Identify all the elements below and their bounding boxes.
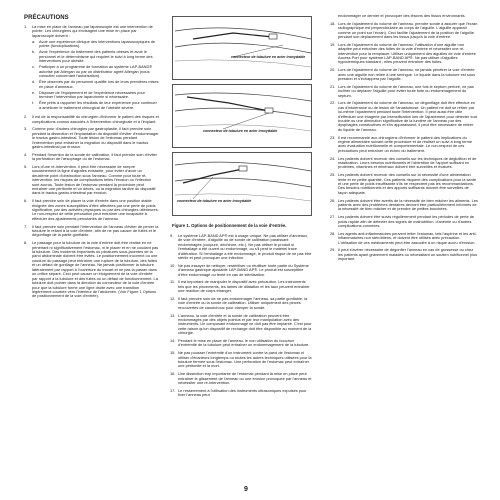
item-text: Les patients doivent être avertis de la nécessité de bien mâcher les aliments. Les patients avec des problèmes dentaires devront être particulièrement informés de la nécessité de bien mâcher et de prendre de petites bouchées. [338, 197, 478, 212]
item-number: 16. [170, 371, 176, 377]
item-text: Lors de l'ajustement du volume de l'anneau, prendre sonde à assurer que l'écran radiographique est perpendiculaire au corps de l'aiguille. L'aiguille apparaît comme un point sur l'écran). Ceci facilite l'ajustement de la position de l'aiguille pendant son déplacement dans les tissus jusqu'à la voie d'entrée. [338, 20, 478, 39]
item-text: Les agents anti-inflammatoires peuvent irriter l'estomac, tels l'aspirine et les anti-inflammatoires non stéroïdiens, et doivent être utilisés avec précaution. L'utilisation de ces médicaments peut être associée à un risque accru d'érosion. [338, 230, 477, 245]
list-item [330, 248, 478, 261]
figure-panel-2 [172, 84, 312, 148]
item-text: Il est recommandé aux chirurgiens d'informer le patient des implications du régime alimentaire suivant cette procédure et de réaliser un suivi à long terme avec évaluation nutritionnelle et comportementale. Le non-respect de ces précautions peut entraîner un échec du traitement. [338, 134, 473, 153]
figure-panel-1 [172, 16, 312, 80]
callout-connector-1: connecteur de tubulure en acier inoxydable [231, 55, 306, 59]
item-number: 1. [24, 24, 28, 29]
list-item [330, 85, 478, 98]
item-number: 26. [330, 197, 336, 203]
list-item [330, 22, 478, 40]
item-number: 5. [24, 163, 28, 169]
item-number: 13. [170, 312, 176, 318]
sub-item-letter: d. [32, 79, 36, 85]
item-number: 17. [170, 387, 176, 393]
sub-item [32, 101, 159, 110]
sub-item [32, 80, 159, 89]
figure-1 [172, 16, 312, 226]
precautions-list-right [330, 14, 478, 262]
item-text: L'anneau, la voie d'entrée et la sonde de calibration peuvent être endommagés par des objets pointus et par leur manipulation avec des instruments. Un composant endommagé ne doit pas être implanté. C'est pour cette raison qu'un dispositif de rechange doit être disponible au moment de la chirurgie. [178, 312, 312, 336]
sub-item-text: Disposer de l'équipement et de l'expérience nécessaires pour terminer l'intervention par laparotomie si nécessaire. [39, 89, 145, 100]
list-item [330, 199, 478, 212]
callout-connector-2: connecteur de tubulure en acier inoxydable [203, 129, 278, 133]
item-text: Pendant le mise en place de l'anneau, le non utilisation du bouchon d'extrémité de la tubulure peut entraîner un endommagement de la tubulure. [178, 338, 310, 348]
item-number: 8. [24, 240, 28, 246]
sub-item-letter: a. [32, 38, 36, 44]
precautions-list-left [24, 25, 159, 299]
list-item [24, 165, 159, 196]
item-text: Pendant l'insertion de la sonde de calibration, il faut prendre soin d'éviter la perforation de l'œsophage ou de l'estomac. [32, 151, 157, 162]
item-text: Il peut s'avérer nécessaire de dégonfler l'anneau en cas de grossesse ou chez les patients ayant gravement malades ou nécessitant un soutien nutritionnel plus important. [338, 247, 478, 262]
item-text: Le resserrement à l'utilisation des instruments ultrasoniques expulsés pour fixer l'anneau peut [178, 387, 307, 398]
list-item [330, 136, 478, 154]
list-item [170, 264, 312, 277]
list-item [24, 25, 159, 112]
list-item [330, 232, 478, 245]
item-text: Lors de l'ajustement du volume de l'anneau, ne jamais pénétrer la voie d'entrée avec une aiguille non reliée à une seringue. Le liquide dans la tubulure est sous pression et s'échappera par l'aiguille. [338, 67, 476, 81]
list-item [170, 280, 312, 293]
item-text: Les patients doivent être suivis régulièrement pendant les périodes de perte de poids rapide afin de détecter des signes de malnutrition, d'anémie ou d'autres complications connexes. [338, 214, 475, 228]
list-item [170, 351, 312, 369]
list-item [170, 314, 312, 336]
item-number: 21. [330, 83, 336, 89]
item-number: 22. [330, 100, 336, 106]
sub-item [32, 50, 159, 63]
item-text: Lors d'une ré-intervention, il peut être nécessaire de rompre soudainement la ligne d'agrafes existante, pour éviter d'avoir un deuxième point d'obstruction sous l'anneau. Comme pour toute ré-intervention, les risques de complications telles l'érosion ou l'infection sont accrus. Toute lésion de l'estomac pendant la procédure peut entraîner une péritonite et un décès, ou la migration tardive du dispositif dans le tractus gastro-intestinal par érosion. [32, 163, 156, 196]
item-number: 14. [170, 338, 176, 343]
list-item [170, 297, 312, 310]
item-text: Les patients doivent recevoir des conseils sur les techniques de déglutition et de mastication. Leurs besoins nutritionnels et l'obtention de l'apport suffisant en protéines, vitamines et minéraux doivent être surveillés et évalués. [338, 155, 477, 170]
column-left [24, 14, 159, 302]
item-number: 11. [170, 279, 176, 285]
list-item [170, 234, 312, 261]
precautions-list-middle [170, 234, 312, 398]
item-text: La mise en place de l'anneau par laparoscopie est une intervention de pointe. Les chirurgiens qui envisagent une mise en place par laparoscopie doivent : [32, 24, 153, 38]
column-middle [170, 234, 312, 401]
list-item [24, 225, 159, 238]
item-number: 15. [170, 350, 176, 356]
list-item [170, 389, 312, 398]
section-heading: PRÉCAUTIONS [24, 15, 69, 21]
list-item [330, 101, 478, 132]
list-item [330, 157, 478, 170]
figure-caption: Figure 1. Options de positionnement de la voie d'entrée. [172, 223, 287, 228]
item-text: Il faut prendre soin de ne pas endommager l'anneau, sa partie gonflable, la voie d'entrée ou la sonde de calibration. Utiliser uniquement des pinces recouvertes de caoutchouc pour clamper la sonde. [178, 296, 308, 310]
list-item [330, 215, 478, 228]
item-number: 9. [170, 233, 174, 238]
item-text: Il faut prendre soin de placer la voie d'entrée dans une position stable éloignée des zones susceptibles d'être affectées par une perte de poids significative, par des activités physiques ou par des chirurgies ultérieures. Le non-respect de cette précaution peut entraîner une incapacité à effectuer des ajustements percutanés de l'anneau. [32, 198, 159, 221]
sub-item [32, 91, 159, 100]
sub-item-letter: b. [32, 49, 36, 55]
port-tubing-illustration-2 [173, 85, 313, 149]
list-item [330, 173, 478, 195]
sub-item [32, 65, 159, 78]
item-number: 25. [330, 172, 336, 178]
item-number: 19. [330, 41, 336, 47]
item-text: Les patients doivent recevoir des conseils sur la nécessité d'une alimentation lente et en petite quantité. Ces patients risquent des complications pour la santé et une perte de poids insuffisante s'ils ne respectent pas les recommandations. Des besoins nutritionnels et des apports suffisants doivent être surveillés de façon adéquate. [338, 172, 476, 195]
list-item [170, 372, 312, 385]
sub-item-letter: c. [32, 64, 36, 70]
item-text: Il est important de manipuler le dispositif avec précaution. Les instruments tels que les pincements, les lames de dilatation et les taux peuvent entraîner une réaction de corps étranger. [178, 279, 310, 294]
item-number [330, 14, 338, 18]
list-item [24, 241, 159, 299]
list-item [24, 115, 159, 124]
sub-item-text: Être observés par du personnel qualifié lors de leurs premières mises en place d'anneaux. [39, 79, 159, 89]
item-number: 29. [330, 247, 336, 253]
sub-item-text: Avoir une expérience clinique des interventions laparoscopiques de pointe (fundoplications). [39, 38, 156, 49]
sub-item-text: Avoir l'expérience du traitement des patients obèses et avoir le personnel et le déterminisme qui requiert le suivi à long terme des interventions pour obésité. [39, 49, 153, 64]
item-text: Ne pas pousser l'extrémité d'un instrument contre la paroi de l'estomac ni utiliser d'écarteurs longtemps ou toutes les autres techniques utilisées pour la tubulure fermée sous l'estomac. Une perforation de l'estomac peut entraîner une péritonite et la mort. [178, 350, 312, 369]
item-number: 10. [170, 262, 176, 268]
item-number: 24. [330, 155, 336, 161]
item-text: Il est de la responsabilité du chirurgien d'informer le patient des risques et complications connus associés à l'intervention chirurgicale et à l'implant. [32, 114, 159, 124]
sub-item-text: Participer à un programme de formation au système LAP-BAND® autorisé par Allergan ou par un distributeur agréé Allergan (nous consulter concernant l'autorisation). [39, 64, 153, 79]
item-number: 18. [330, 20, 336, 26]
item-text: Le passage pour la tubulure de la voie d'entrée doit être réalisé en ne pénétrant ni significativement l'estomac, ni le placer et en ne coudant pas la tubulure. Des incidents importants ou plicatures sous-jacentes de la paroi abdominale doivent être évités. Le positionnement incorrect ou une coudure du passage peut entraîner une rupture de la tubulure, des fuites et un défaut de gonflage de l'anneau. Ne jamais positionner la tubulure latéralement par rapport à l'ouverture du trocart et ne pas la passer dans un orifice séparé. Ceci peut causer un éloignement de la voie d'entrée par rapport à la tubulure et des fuites ou un défaut de fonctionnement. La tubulure doit pointer dans la direction du connecteur de la voie d'entrée pour que la tubulure forme une ligne droite avec une transition légèrement courbée vers l'intérieur de l'abdomen. (Voir Figure 1 Options de positionnement de la voie d'entrée). [32, 240, 159, 299]
item-number: 3. [24, 126, 28, 132]
item-number: 27. [330, 214, 336, 220]
sub-item-text: Être prêts à rapporter les résultats de leur expérience pour continuer à améliorer le traitement chirurgical de l'obésité sévère. [39, 100, 157, 110]
item-text: Comme pour d'autres chirurgies par gastroplastie, il faut prendre soin pendant la dissection et l'implantation du dispositif d'éviter d'endommager le tractus gastro-intestinal. Toute lésion de l'estomac pendant l'intervention peut entraîner la migration du dispositif dans le tractus gastro-intestinal par érosion. [32, 126, 159, 149]
sub-item-letter: f. [32, 100, 35, 106]
item-number: 2. [24, 114, 28, 120]
port-tubing-illustration-3 [173, 153, 313, 217]
item-text: Lors de l'ajustement du volume de l'anneau, une fois le septum perforé, ne pas incliner ou déplacer l'aiguille pour éviter toute fuite ou endommagement du septum. [338, 83, 474, 98]
item-number: 6. [24, 198, 28, 204]
list-item [330, 43, 478, 65]
list-item [24, 127, 159, 149]
item-number: 4. [24, 151, 28, 157]
item-number: 12. [170, 296, 176, 301]
item-number: 23. [330, 134, 336, 140]
item-text: Une dissection trop importante de l'estomac pendant la mise en place peut entraîner le glissement de l'anneau ou une érosion provoquée par l'anneau et nécessiter une ré-intervention. [178, 371, 312, 385]
list-item [330, 68, 478, 81]
column-right [330, 14, 478, 265]
item-text: Ne pas essayer de nettoyer, restériliser ou réutiliser toute partie du Système d'anneau gastrique ajustable LAP-BAND AP®. Le produit est susceptible d'être endommagé ou tenté en cas de stérilisation. [178, 262, 309, 277]
list-item [24, 199, 159, 221]
item-number: 7. [24, 223, 28, 229]
list-item [24, 153, 159, 162]
figure-panel-3 [172, 152, 312, 216]
port-tubing-illustration-1 [173, 17, 313, 81]
item-text: Lors de l'ajustement du volume de l'anneau, l'utilisation d'une aiguille non adaptée peut entraîner des fuites de la voie d'entrée et nécessiter une ré-intervention pour la remplacer. Utiliser uniquement des aiguilles de voie d'entrée Access Port pour système LAP-BAND AP®. Ne pas utiliser d'aiguilles hypodermiques standard ; elles peuvent entraîner des fuites. [338, 41, 476, 65]
item-text: endommager ce dernier et provoquer des lésions des tissus environnants. [338, 13, 466, 18]
item-text: Lors de l'ajustement du volume de l'anneau, un dégonflage doit être effectué en cas d'intolérance ou de lésion de l'anastomose. Un patient ne doit se retirer par lui-même l'ajustement pendant toute l'intervention. Il peut aussi être utile d'effectuer une imagerie par intensification lors de l'ajustement pour détecter tout trouble ou une diminution significative de la lumière de l'anneau par des dysphagies consécutives et s'ils apparaissent, il peut être nécessaire de retirer du liquide de l'anneau. [338, 100, 477, 132]
callout-connector-3: connecteur de tubulure en acier inoxydable [177, 199, 252, 203]
list-item [330, 14, 478, 18]
item-text: Le système LAP-BAND AP® est à usage unique. Ne pas utiliser d'anneaux, de voie d'entrée, d'aiguille ou de sonde de calibration paraissant endommagés (coupure, déchirure, etc.). Ne pas utiliser le produit si l'emballage a été ouvert ou endommagé, ou s'il perd le matériel trace d'altération. Si l'emballage a été endommagé, le produit risque de ne pas être stérile et peut provoquer une infection. [178, 233, 312, 261]
sub-item-letter: e. [32, 89, 36, 95]
item-number: 20. [330, 67, 336, 73]
sub-item [32, 40, 159, 49]
page-number: 9 [244, 486, 248, 493]
item-number: 28. [330, 230, 336, 236]
list-item [170, 339, 312, 348]
item-text: Il faut prendre soin pendant l'intervention de l'anneau d'éviter de percer la tubulure le reliant à la voie d'entrée, afin de ne pas causer de fuites et le dégonflage de la partie gonflable. [32, 223, 159, 238]
